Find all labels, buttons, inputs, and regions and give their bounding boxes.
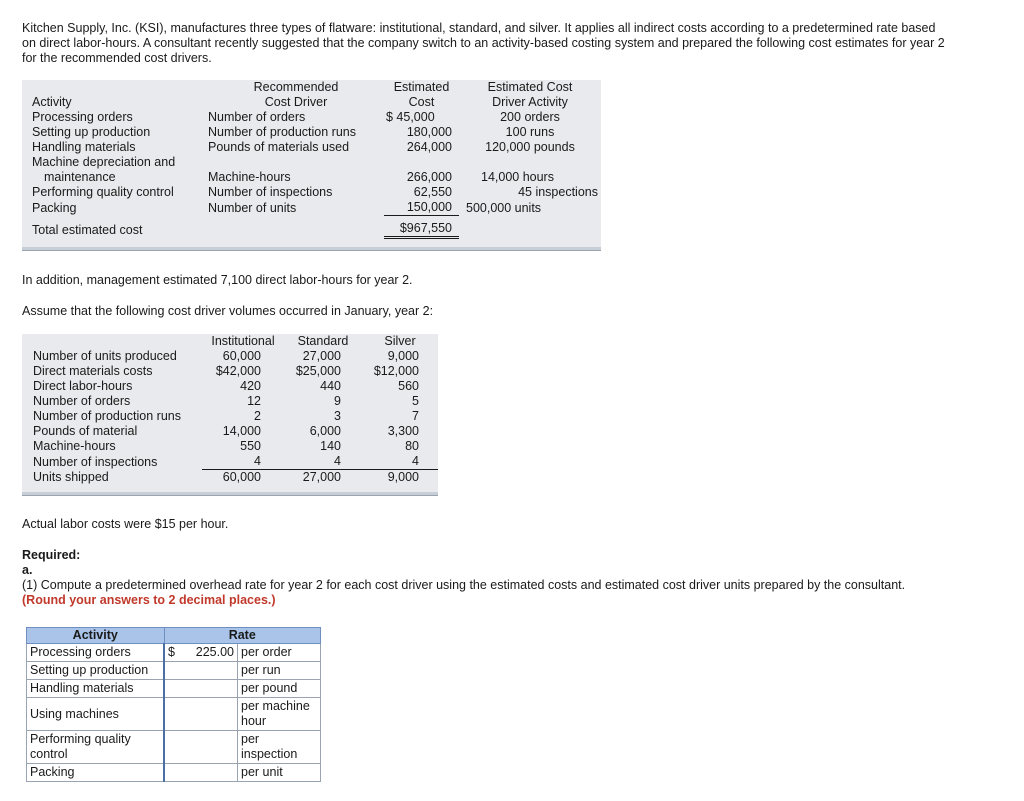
labor-hours-text: In addition, management estimated 7,100 direct labor-hours for year 2. <box>22 273 413 287</box>
table-divider <box>22 247 601 251</box>
table-row: Performing quality control Number of inspections 62,550 45 inspections <box>32 185 598 199</box>
answer-table <box>26 627 321 782</box>
required-section <box>22 548 1012 608</box>
answer-header-rate: Rate <box>164 628 321 644</box>
header-estimated-cost: Estimated Cost <box>393 80 450 109</box>
table-row: Number of production runs 2 3 7 <box>33 409 419 423</box>
table-row: Number of inspections 4 4 4 <box>22 454 438 470</box>
rate-input-handling-materials[interactable] <box>164 680 238 698</box>
rate-input-packing[interactable] <box>164 764 238 782</box>
answer-row: Performing quality control per inspection <box>27 731 321 764</box>
table-row: Packing Number of units 150,000 500,000 units <box>32 200 542 215</box>
table-row: Number of orders 12 9 5 <box>33 394 419 408</box>
answer-row: Processing orders $ 225.00 per order <box>27 644 321 662</box>
intro-line: for the recommended cost drivers. <box>22 51 212 65</box>
required-heading: Required: <box>22 548 81 562</box>
table-row: Pounds of material 14,000 6,000 3,300 <box>33 424 419 438</box>
table-row: Machine depreciation and <box>32 155 176 169</box>
rate-input-quality-control[interactable] <box>164 731 238 764</box>
rate-input-processing-orders[interactable]: $ 225.00 <box>164 644 238 662</box>
answer-header-activity: Activity <box>27 628 165 644</box>
cost-estimates-table <box>22 80 601 251</box>
table-row: Direct materials costs $42,000 $25,000 $12,000 <box>33 364 419 378</box>
table-row: Number of units produced 60,000 27,000 9,000 <box>33 349 419 363</box>
answer-row: Packing per unit <box>27 764 321 782</box>
intro-line: Kitchen Supply, Inc. (KSI), manufactures three types of flatware: institutional, standard, and silver. It applies all indirect costs according to a predetermined rate based <box>22 21 936 35</box>
table-row: Setting up production Number of production runs 180,000 100 runs <box>32 125 555 139</box>
answer-row: Setting up production per run <box>27 662 321 680</box>
total-label: Total estimated cost <box>32 222 143 237</box>
header-cost-driver: Recommended Cost Driver <box>253 80 339 109</box>
table-row: Handling materials Pounds of materials used 264,000 120,000 pounds <box>32 140 575 154</box>
rounding-instruction: (Round your answers to 2 decimal places.) <box>22 593 276 607</box>
answer-row: Handling materials per pound <box>27 680 321 698</box>
rate-input-setting-up[interactable] <box>164 662 238 680</box>
rate-input-using-machines[interactable] <box>164 698 238 731</box>
table-row: Direct labor-hours 420 440 560 <box>33 379 419 393</box>
total-row <box>22 216 601 238</box>
total-value: $967,550 <box>384 216 459 238</box>
intro-paragraph <box>22 21 1022 66</box>
header-activity: Activity <box>32 95 72 109</box>
table-row: Units shipped 60,000 27,000 9,000 <box>33 470 419 484</box>
intro-line: on direct labor-hours. A consultant recently suggested that the company switch to an activity-based costing system and prepared the following cost estimates for year 2 <box>22 36 945 50</box>
header-institutional: Institutional <box>211 334 275 348</box>
volume-table <box>22 334 438 496</box>
answer-row: Using machines per machine hour <box>27 698 321 731</box>
header-standard: Standard <box>297 334 349 348</box>
header-driver-activity: Estimated Cost Driver Activity <box>487 80 573 109</box>
assumption-text: Assume that the following cost driver volumes occurred in January, year 2: <box>22 304 434 318</box>
part-label: a. <box>22 563 33 577</box>
header-silver: Silver <box>384 334 416 348</box>
table-row: Processing orders Number of orders $ 45,000 200 orders <box>32 110 560 124</box>
table-divider <box>22 492 438 496</box>
labor-cost-text: Actual labor costs were $15 per hour. <box>22 517 229 531</box>
table-row: maintenance Machine-hours 266,000 14,000 hours <box>44 170 554 184</box>
table-row: Machine-hours 550 140 80 <box>33 439 419 453</box>
question-text: (1) Compute a predetermined overhead rate for year 2 for each cost driver using the estimated costs and estimated cost driver units prepared by the consultant. <box>22 578 906 592</box>
